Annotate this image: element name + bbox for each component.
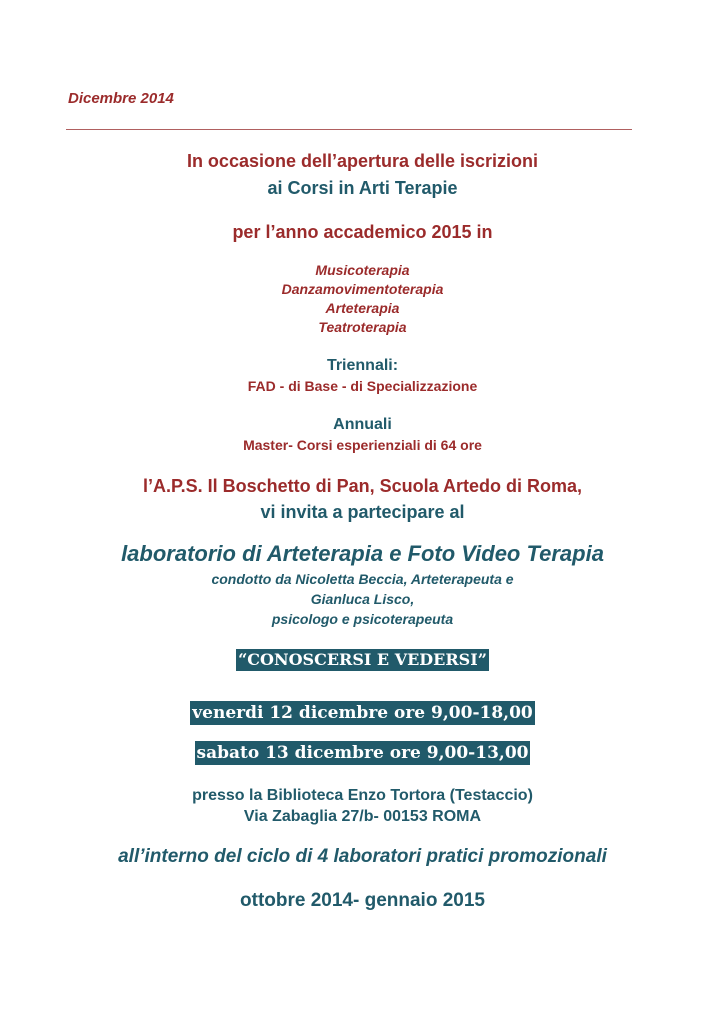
invite-line-1: l’A.P.S. Il Boschetto di Pan, Scuola Artedo di Roma, [142, 476, 583, 496]
schedule-day-1-row [0, 701, 725, 725]
invite-line-2: vi invita a partecipare al [260, 502, 465, 522]
intro-line-2: ai Corsi in Arti Terapie [267, 178, 458, 198]
workshop-title: laboratorio di Arteterapia e Foto Video Terapia [121, 541, 604, 566]
course-item: Arteterapia [325, 300, 400, 316]
cycle-line-2: ottobre 2014- gennaio 2015 [240, 890, 485, 911]
course-item: Teatroterapia [318, 319, 407, 335]
cycle-line-1: all’interno del ciclo di 4 laboratori pratici promozionali [118, 846, 607, 867]
annuali-heading: Annuali [333, 416, 392, 433]
triennali-heading: Triennali: [326, 357, 399, 374]
header-divider [66, 129, 632, 130]
motto-row [0, 649, 725, 671]
schedule-day-2: sabato 13 dicembre ore 9,00-13,00 [196, 743, 529, 763]
venue-line-1: presso la Biblioteca Enzo Tortora (Testaccio) [192, 787, 533, 804]
workshop-led-by-1: condotto da Nicoletta Beccia, Arteterapeuta e [211, 571, 514, 587]
date-heading: Dicembre 2014 [68, 90, 174, 107]
intro-line-3: per l’anno accademico 2015 in [232, 222, 493, 242]
motto-banner: “CONOSCERSI E VEDERSI” [238, 650, 487, 669]
venue-line-2: Via Zabaglia 27/b- 00153 ROMA [243, 808, 482, 825]
course-item: Danzamovimentoterapia [281, 281, 444, 297]
triennali-detail: FAD - di Base - di Specializzazione [247, 378, 478, 394]
workshop-led-by-2: Gianluca Lisco, [310, 591, 415, 607]
annuali-detail: Master- Corsi esperienziali di 64 ore [243, 437, 482, 453]
intro-line-1: In occasione dell’apertura delle iscrizioni [186, 151, 539, 171]
workshop-led-by-3: psicologo e psicoterapeuta [271, 611, 454, 627]
course-item: Musicoterapia [315, 262, 410, 278]
schedule-day-1: venerdi 12 dicembre ore 9,00-18,00 [192, 703, 533, 723]
schedule-day-2-row [0, 741, 725, 765]
